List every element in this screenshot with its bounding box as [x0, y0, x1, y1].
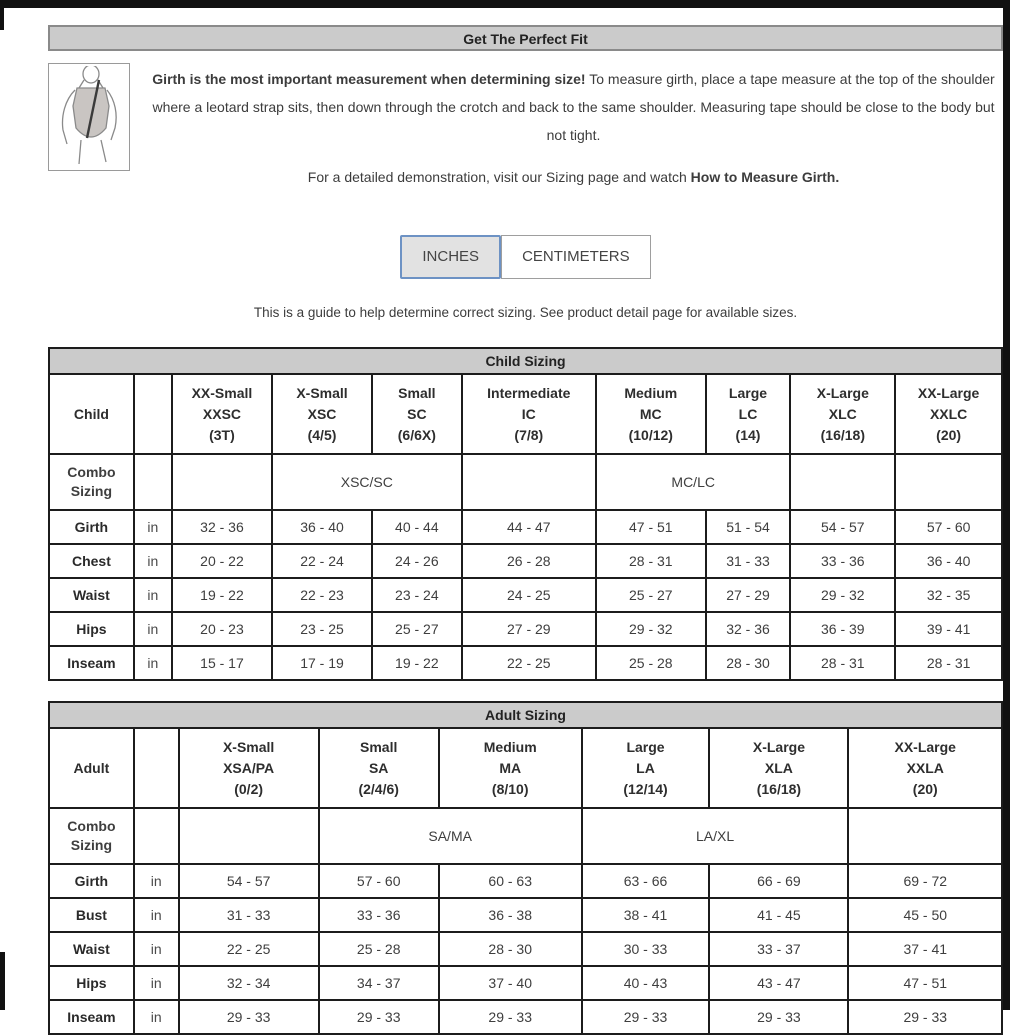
- child-unit-chest: in: [134, 544, 172, 578]
- adult-column-header-5: [848, 728, 1002, 808]
- child-value-4-0: 15 - 17: [172, 646, 272, 680]
- inches-button[interactable]: INCHES: [400, 235, 501, 279]
- adult-value-3-4: 43 - 47: [709, 966, 848, 1000]
- adult-value-3-3: 40 - 43: [582, 966, 710, 1000]
- adult-col-2-name: Medium: [483, 738, 537, 755]
- adult-column-header-2: [439, 728, 582, 808]
- adult-combo-cell-1: SA/MA: [319, 808, 582, 864]
- child-col-0-name: XX-Small: [191, 384, 253, 401]
- child-value-1-1: 22 - 24: [272, 544, 372, 578]
- child-unit-hips: in: [134, 612, 172, 646]
- child-value-2-1: 22 - 23: [272, 578, 372, 612]
- adult-row-girth: [49, 864, 1002, 898]
- child-value-2-7: 32 - 35: [895, 578, 1002, 612]
- child-value-4-6: 28 - 31: [790, 646, 895, 680]
- child-value-4-3: 22 - 25: [462, 646, 596, 680]
- child-value-1-0: 20 - 22: [172, 544, 272, 578]
- adult-col-2-code: MA: [499, 759, 522, 776]
- adult-col-0-size: (0/2): [234, 780, 264, 797]
- child-combo-unit: [134, 454, 172, 510]
- adult-header-row: [49, 728, 1002, 808]
- child-col-2-size: (6/6X): [397, 426, 436, 443]
- girth-instructions-bold: Girth is the most important measurement when determining size!: [152, 71, 586, 87]
- child-value-4-2: 19 - 22: [372, 646, 462, 680]
- adult-unit-inseam: in: [134, 1000, 179, 1034]
- child-col-3-name: Intermediate: [487, 384, 571, 401]
- adult-label-inseam: Inseam: [49, 1000, 134, 1034]
- adult-value-2-2: 28 - 30: [439, 932, 582, 966]
- child-col-3-size: (7/8): [514, 426, 544, 443]
- child-value-2-2: 23 - 24: [372, 578, 462, 612]
- adult-value-2-4: 33 - 37: [709, 932, 848, 966]
- adult-value-1-3: 38 - 41: [582, 898, 710, 932]
- adult-value-4-1: 29 - 33: [319, 1000, 439, 1034]
- child-col-7-code: XXLC: [929, 405, 968, 422]
- child-col-5-name: Large: [728, 384, 768, 401]
- child-sizing-table: [48, 347, 1003, 681]
- child-col-4-code: MC: [639, 405, 662, 422]
- child-column-header-1: [272, 374, 372, 454]
- adult-value-3-0: 32 - 34: [179, 966, 319, 1000]
- adult-label-hips: Hips: [49, 966, 134, 1000]
- adult-col-5-code: XXLA: [906, 759, 944, 776]
- child-combo-cell-4: [790, 454, 895, 510]
- adult-combo-row: [49, 808, 1002, 864]
- child-label-girth: Girth: [49, 510, 134, 544]
- child-value-0-6: 54 - 57: [790, 510, 895, 544]
- child-combo-cell-3: MC/LC: [596, 454, 790, 510]
- screen-edge-left-top: [0, 8, 4, 30]
- page-title: Get The Perfect Fit: [48, 25, 1003, 51]
- child-table-title: Child Sizing: [49, 348, 1002, 374]
- adult-combo-cell-3: [848, 808, 1002, 864]
- child-value-0-5: 51 - 54: [706, 510, 791, 544]
- child-value-1-6: 33 - 36: [790, 544, 895, 578]
- girth-instructions: [144, 63, 1003, 191]
- child-unit-girth: in: [134, 510, 172, 544]
- adult-unit-girth: in: [134, 864, 179, 898]
- screen-edge-top: [0, 0, 1010, 8]
- demo-link-text[interactable]: How to Measure Girth.: [690, 169, 840, 185]
- child-column-header-3: [462, 374, 596, 454]
- child-row-header: Child: [49, 374, 134, 454]
- child-unit-inseam: in: [134, 646, 172, 680]
- child-col-7-size: (20): [936, 426, 962, 443]
- adult-sizing-section: [48, 701, 1003, 1035]
- adult-col-2-size: (8/10): [491, 780, 529, 797]
- demo-line: [144, 163, 1003, 191]
- child-column-header-6: [790, 374, 895, 454]
- adult-value-0-1: 57 - 60: [319, 864, 439, 898]
- child-value-0-4: 47 - 51: [596, 510, 706, 544]
- adult-combo-cell-0: [179, 808, 319, 864]
- child-row-hips: [49, 612, 1002, 646]
- child-row-inseam: [49, 646, 1002, 680]
- child-col-7-name: XX-Large: [917, 384, 980, 401]
- child-col-2-code: SC: [407, 405, 427, 422]
- unit-toggle: [48, 235, 1003, 279]
- adult-value-0-3: 63 - 66: [582, 864, 710, 898]
- adult-value-0-2: 60 - 63: [439, 864, 582, 898]
- child-combo-cell-1: XSC/SC: [272, 454, 462, 510]
- child-value-2-3: 24 - 25: [462, 578, 596, 612]
- child-col-6-name: X-Large: [816, 384, 869, 401]
- adult-col-0-name: X-Small: [222, 738, 275, 755]
- child-value-0-1: 36 - 40: [272, 510, 372, 544]
- adult-col-0-code: XSA/PA: [223, 759, 275, 776]
- adult-combo-unit: [134, 808, 179, 864]
- child-value-3-2: 25 - 27: [372, 612, 462, 646]
- adult-value-4-2: 29 - 33: [439, 1000, 582, 1034]
- adult-value-2-0: 22 - 25: [179, 932, 319, 966]
- child-column-header-5: [706, 374, 791, 454]
- child-row-girth: [49, 510, 1002, 544]
- child-col-4-name: Medium: [624, 384, 678, 401]
- adult-value-2-3: 30 - 33: [582, 932, 710, 966]
- child-value-4-4: 25 - 28: [596, 646, 706, 680]
- child-header-row: [49, 374, 1002, 454]
- child-combo-cell-2: [462, 454, 596, 510]
- adult-col-4-name: X-Large: [752, 738, 805, 755]
- adult-column-header-3: [582, 728, 710, 808]
- child-col-5-code: LC: [738, 405, 758, 422]
- adult-col-1-code: SA: [368, 759, 389, 776]
- adult-row-hips: [49, 966, 1002, 1000]
- child-col-0-code: XXSC: [202, 405, 242, 422]
- adult-label-waist: Waist: [49, 932, 134, 966]
- child-col-4-size: (10/12): [628, 426, 673, 443]
- adult-col-4-code: XLA: [764, 759, 793, 776]
- adult-value-3-5: 47 - 51: [848, 966, 1002, 1000]
- child-row-waist: [49, 578, 1002, 612]
- adult-value-3-2: 37 - 40: [439, 966, 582, 1000]
- adult-col-3-name: Large: [626, 738, 665, 755]
- adult-value-0-0: 54 - 57: [179, 864, 319, 898]
- adult-col-1-name: Small: [360, 738, 398, 755]
- child-combo-label: [49, 454, 134, 510]
- child-combo-cell-5: [895, 454, 1002, 510]
- adult-combo-cell-2: LA/XL: [582, 808, 849, 864]
- child-col-1-code: XSC: [307, 405, 337, 422]
- adult-combo-label-line: Combo: [67, 818, 116, 834]
- adult-value-2-5: 37 - 41: [848, 932, 1002, 966]
- adult-value-1-2: 36 - 38: [439, 898, 582, 932]
- girth-instructions-paragraph: [144, 65, 1003, 149]
- adult-sizing-table: [48, 701, 1003, 1035]
- adult-unit-header: [134, 728, 179, 808]
- sizing-page: [48, 25, 1003, 1035]
- adult-unit-waist: in: [134, 932, 179, 966]
- centimeters-button[interactable]: CENTIMETERS: [501, 235, 651, 279]
- adult-value-0-4: 66 - 69: [709, 864, 848, 898]
- child-value-1-7: 36 - 40: [895, 544, 1002, 578]
- adult-combo-label-line: Sizing: [70, 837, 113, 853]
- girth-instructions-rest: To measure girth, place a tape measure at the top of the shoulder where a leotard strap sits, then down through the crotch and back to the same shoulder. Measuring tape should be close to the body but not tight.: [152, 71, 995, 143]
- adult-label-bust: Bust: [49, 898, 134, 932]
- child-col-1-size: (4/5): [307, 426, 337, 443]
- child-value-3-7: 39 - 41: [895, 612, 1002, 646]
- child-value-2-0: 19 - 22: [172, 578, 272, 612]
- child-col-6-code: XLC: [828, 405, 857, 422]
- child-sizing-section: [48, 347, 1003, 681]
- child-value-1-4: 28 - 31: [596, 544, 706, 578]
- adult-value-1-5: 45 - 50: [848, 898, 1002, 932]
- child-combo-label-line: Sizing: [70, 483, 113, 499]
- adult-unit-hips: in: [134, 966, 179, 1000]
- adult-row-waist: [49, 932, 1002, 966]
- child-title-row: [49, 348, 1002, 374]
- child-value-2-5: 27 - 29: [706, 578, 791, 612]
- child-value-3-1: 23 - 25: [272, 612, 372, 646]
- child-col-2-name: Small: [398, 384, 436, 401]
- child-unit-waist: in: [134, 578, 172, 612]
- child-column-header-7: [895, 374, 1002, 454]
- adult-value-1-0: 31 - 33: [179, 898, 319, 932]
- child-unit-header: [134, 374, 172, 454]
- child-combo-label-line: Combo: [67, 464, 116, 480]
- child-value-0-0: 32 - 36: [172, 510, 272, 544]
- adult-row-inseam: [49, 1000, 1002, 1034]
- adult-col-4-size: (16/18): [756, 780, 802, 797]
- adult-column-header-1: [319, 728, 439, 808]
- child-value-0-3: 44 - 47: [462, 510, 596, 544]
- child-label-inseam: Inseam: [49, 646, 134, 680]
- adult-value-1-4: 41 - 45: [709, 898, 848, 932]
- adult-column-header-4: [709, 728, 848, 808]
- child-value-4-5: 28 - 30: [706, 646, 791, 680]
- child-value-3-0: 20 - 23: [172, 612, 272, 646]
- child-column-header-2: [372, 374, 462, 454]
- child-value-1-5: 31 - 33: [706, 544, 791, 578]
- child-value-2-4: 25 - 27: [596, 578, 706, 612]
- adult-combo-label: [49, 808, 134, 864]
- child-column-header-0: [172, 374, 272, 454]
- intro-section: [48, 63, 1003, 191]
- child-col-5-size: (14): [735, 426, 761, 443]
- child-value-3-4: 29 - 32: [596, 612, 706, 646]
- child-col-6-size: (16/18): [820, 426, 865, 443]
- adult-table-title: Adult Sizing: [49, 702, 1002, 728]
- child-value-1-3: 26 - 28: [462, 544, 596, 578]
- guide-note: This is a guide to help determine correct sizing. See product detail page for available sizes.: [253, 305, 798, 320]
- child-label-hips: Hips: [49, 612, 134, 646]
- adult-value-1-1: 33 - 36: [319, 898, 439, 932]
- adult-column-header-0: [179, 728, 319, 808]
- leotard-diagram-image: [48, 63, 130, 171]
- adult-row-bust: [49, 898, 1002, 932]
- adult-value-4-5: 29 - 33: [848, 1000, 1002, 1034]
- child-value-4-7: 28 - 31: [895, 646, 1002, 680]
- child-row-chest: [49, 544, 1002, 578]
- adult-col-3-size: (12/14): [623, 780, 668, 797]
- adult-value-4-3: 29 - 33: [582, 1000, 710, 1034]
- leotard-girth-illustration: [51, 66, 127, 168]
- adult-col-3-code: LA: [636, 759, 655, 776]
- child-combo-cell-0: [172, 454, 272, 510]
- child-value-0-7: 57 - 60: [895, 510, 1002, 544]
- child-value-1-2: 24 - 26: [372, 544, 462, 578]
- demo-prefix: For a detailed demonstration, visit our Sizing page and watch: [307, 169, 691, 185]
- child-label-chest: Chest: [49, 544, 134, 578]
- adult-value-3-1: 34 - 37: [319, 966, 439, 1000]
- adult-row-header: Adult: [49, 728, 134, 808]
- adult-value-2-1: 25 - 28: [319, 932, 439, 966]
- child-combo-row: [49, 454, 1002, 510]
- child-value-2-6: 29 - 32: [790, 578, 895, 612]
- adult-value-4-0: 29 - 33: [179, 1000, 319, 1034]
- child-label-waist: Waist: [49, 578, 134, 612]
- adult-unit-bust: in: [134, 898, 179, 932]
- child-value-3-6: 36 - 39: [790, 612, 895, 646]
- adult-col-5-size: (20): [912, 780, 938, 797]
- adult-value-4-4: 29 - 33: [709, 1000, 848, 1034]
- child-value-0-2: 40 - 44: [372, 510, 462, 544]
- child-col-1-name: X-Small: [296, 384, 348, 401]
- adult-col-5-name: XX-Large: [894, 738, 956, 755]
- adult-col-1-size: (2/4/6): [358, 780, 399, 797]
- adult-value-0-5: 69 - 72: [848, 864, 1002, 898]
- child-col-0-size: (3T): [209, 426, 235, 443]
- adult-label-girth: Girth: [49, 864, 134, 898]
- child-col-3-code: IC: [521, 405, 536, 422]
- screen-edge-right: [1003, 0, 1010, 1010]
- child-value-3-5: 32 - 36: [706, 612, 791, 646]
- adult-title-row: [49, 702, 1002, 728]
- child-value-4-1: 17 - 19: [272, 646, 372, 680]
- child-column-header-4: [596, 374, 706, 454]
- child-value-3-3: 27 - 29: [462, 612, 596, 646]
- screen-edge-left-bottom: [0, 952, 5, 1010]
